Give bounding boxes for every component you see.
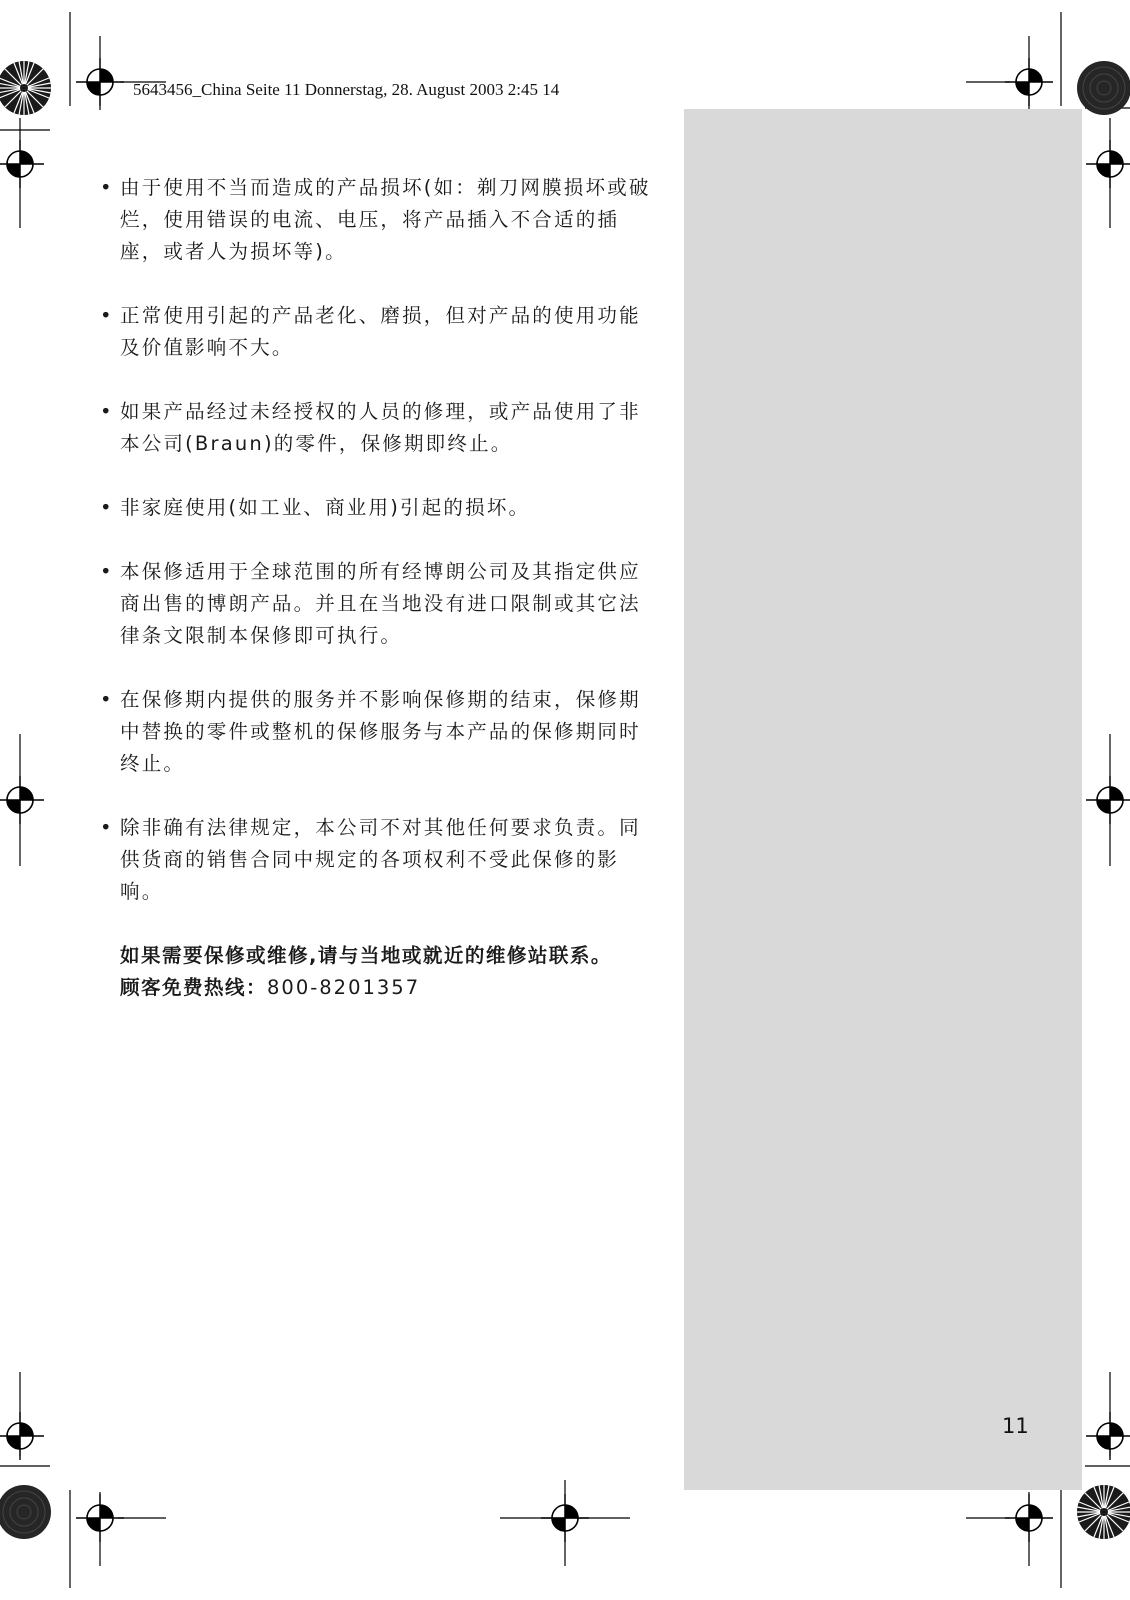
service-contact xyxy=(100,940,660,1004)
grey-side-panel xyxy=(684,109,1082,1490)
list-item xyxy=(100,172,660,268)
item-text: 在保修期内提供的服务并不影响保修期的结束，保修期中替换的零件或整机的保修服务与本产品的保修期同时终止。 xyxy=(120,688,641,775)
item-text: 除非确有法律规定，本公司不对其他任何要求负责。同供货商的销售合同中规定的各项权利不受此保修的影响。 xyxy=(120,816,641,903)
item-text: 本保修适用于全球范围的所有经博朗公司及其指定供应商出售的博朗产品。并且在当地没有进口限制或其它法律条文限制本保修即可执行。 xyxy=(120,560,641,647)
bullet: • xyxy=(100,304,114,327)
service-contact-line: 如果需要保修或维修,请与当地或就近的维修站联系。 xyxy=(120,944,612,967)
list-item xyxy=(100,556,660,652)
item-text: 由于使用不当而造成的产品损坏(如：剃刀网膜损坏或破烂，使用错误的电流、电压，将产品插入不合适的插座，或者人为损坏等)。 xyxy=(120,176,651,263)
list-item xyxy=(100,684,660,780)
item-text: 正常使用引起的产品老化、磨损，但对产品的使用功能及价值影响不大。 xyxy=(120,304,641,359)
hotline-line xyxy=(120,972,660,1004)
hotline-label: 顾客免费热线： xyxy=(120,976,268,999)
list-item xyxy=(100,812,660,908)
hotline-number: 800-8201357 xyxy=(267,976,421,999)
item-text: 如果产品经过未经授权的人员的修理，或产品使用了非本公司(Braun)的零件，保修期即终止。 xyxy=(120,400,641,455)
bullet: • xyxy=(100,816,114,839)
bullet: • xyxy=(100,688,114,711)
list-item xyxy=(100,396,660,460)
page-number: 11 xyxy=(1002,1414,1029,1438)
warranty-exclusions-list xyxy=(100,172,660,1004)
bullet: • xyxy=(100,400,114,423)
item-text: 非家庭使用(如工业、商业用)引起的损坏。 xyxy=(120,496,531,519)
bullet: • xyxy=(100,176,114,199)
print-slug-header: 5643456_China Seite 11 Donnerstag, 28. August 2003 2:45 14 xyxy=(133,80,560,99)
list-item xyxy=(100,300,660,364)
bullet: • xyxy=(100,560,114,583)
list-item xyxy=(100,492,660,524)
bullet: • xyxy=(100,496,114,519)
